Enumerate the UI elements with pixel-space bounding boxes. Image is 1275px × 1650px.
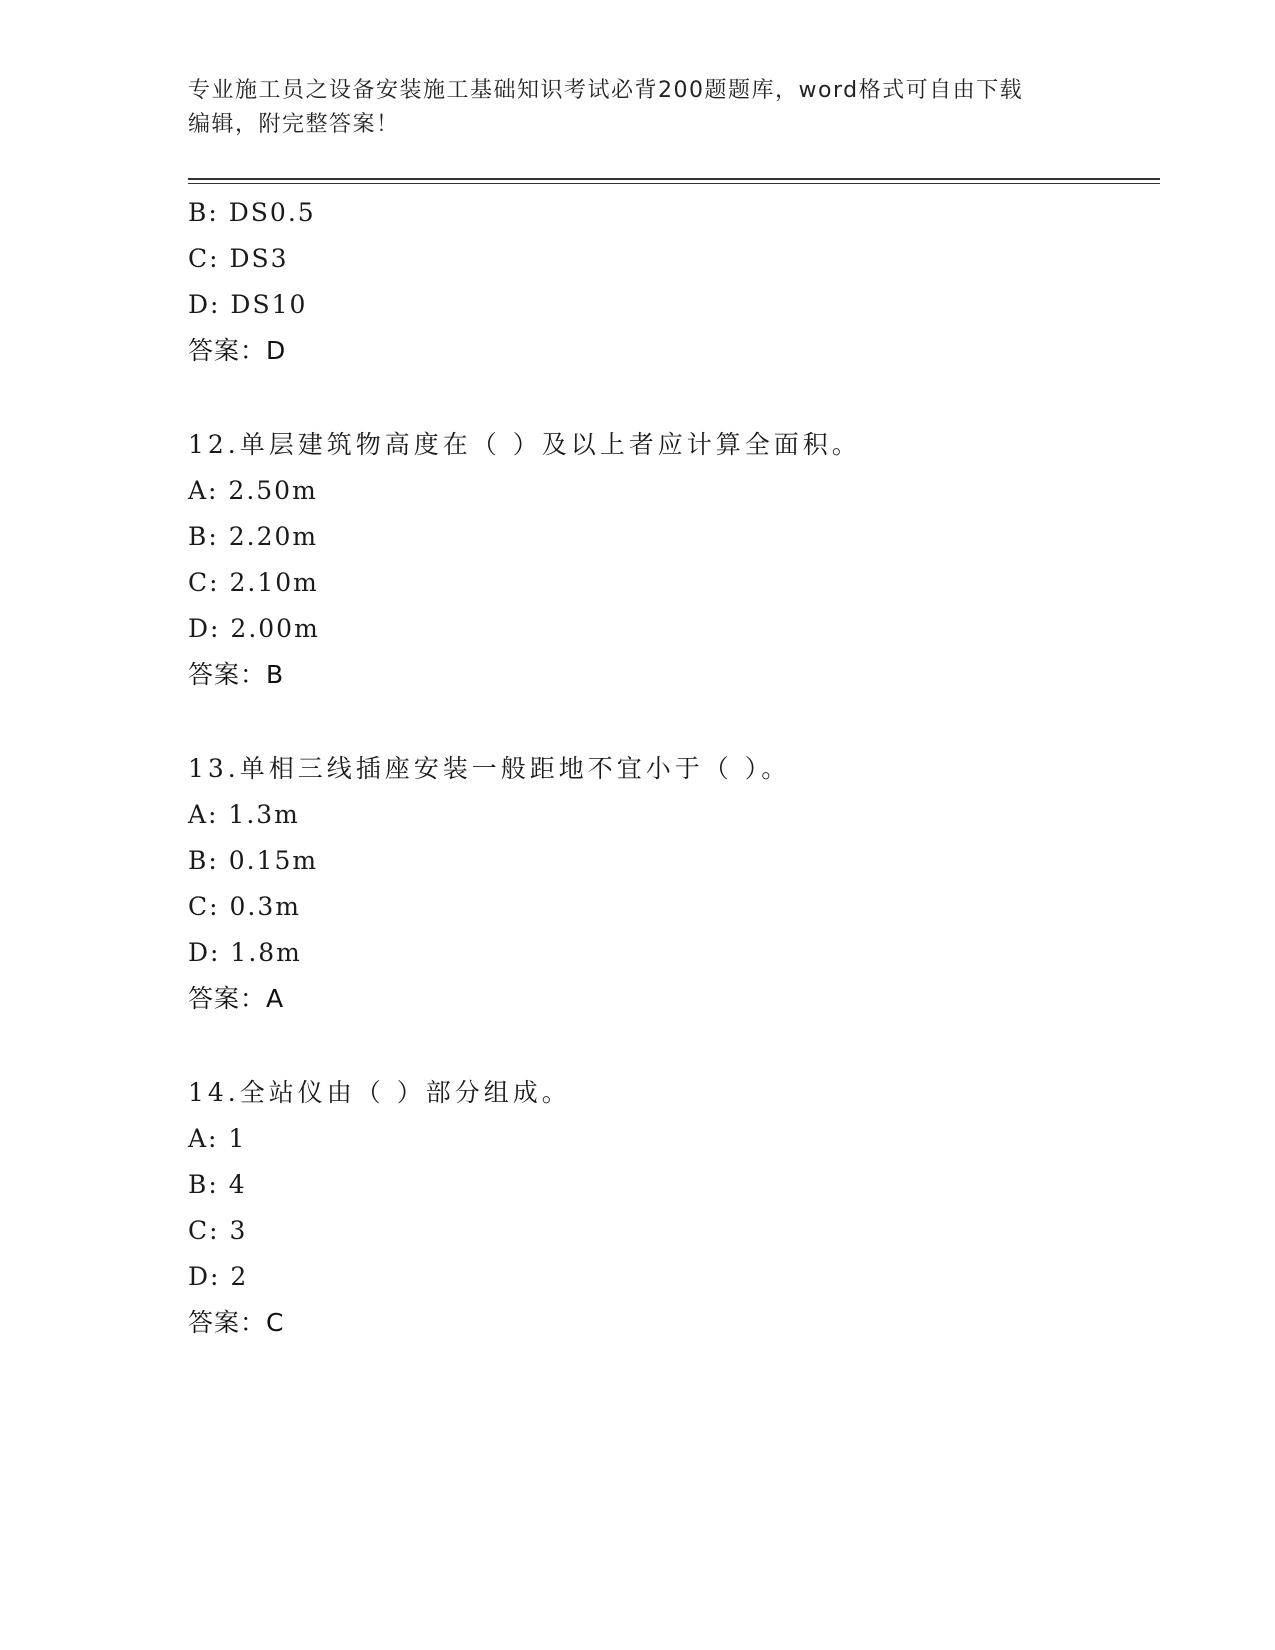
answer-line: 答案：C (188, 1308, 285, 1337)
option-a: A: 2.50m (188, 476, 318, 505)
question-block-12 (188, 422, 1148, 698)
question-list (188, 190, 1148, 1346)
option-d: D: 2 (188, 1262, 249, 1291)
option-d: D: 1.8m (188, 938, 302, 967)
option-b: B: DS0.5 (188, 198, 316, 227)
question-text: 12.单层建筑物高度在（ ）及以上者应计算全面积。 (188, 430, 861, 459)
option-b: B: 4 (188, 1170, 247, 1199)
option-a: A: 1 (188, 1124, 247, 1153)
header-line-1: 专业施工员之设备安装施工基础知识考试必背200题题库，word格式可自由下载 (188, 78, 1024, 103)
option-b: B: 2.20m (188, 522, 319, 551)
question-text: 14.全站仪由（ ）部分组成。 (188, 1078, 571, 1107)
option-d: D: DS10 (188, 290, 308, 319)
question-block-13 (188, 746, 1148, 1022)
question-block-14 (188, 1070, 1148, 1346)
question-text: 13.单相三线插座安装一般距地不宜小于（ ）。 (188, 754, 791, 783)
option-c: C: DS3 (188, 244, 289, 273)
answer-line: 答案：A (188, 984, 285, 1013)
option-a: A: 1.3m (188, 800, 300, 829)
option-c: C: 0.3m (188, 892, 301, 921)
header-divider-thick (188, 178, 1160, 180)
document-header (188, 74, 1088, 142)
question-block-partial (188, 190, 1148, 374)
answer-line: 答案：D (188, 336, 287, 365)
header-divider-thin (188, 183, 1160, 184)
option-c: C: 2.10m (188, 568, 319, 597)
answer-line: 答案：B (188, 660, 285, 689)
option-b: B: 0.15m (188, 846, 319, 875)
option-d: D: 2.00m (188, 614, 320, 643)
option-c: C: 3 (188, 1216, 248, 1245)
header-line-2: 编辑，附完整答案！ (188, 112, 400, 137)
